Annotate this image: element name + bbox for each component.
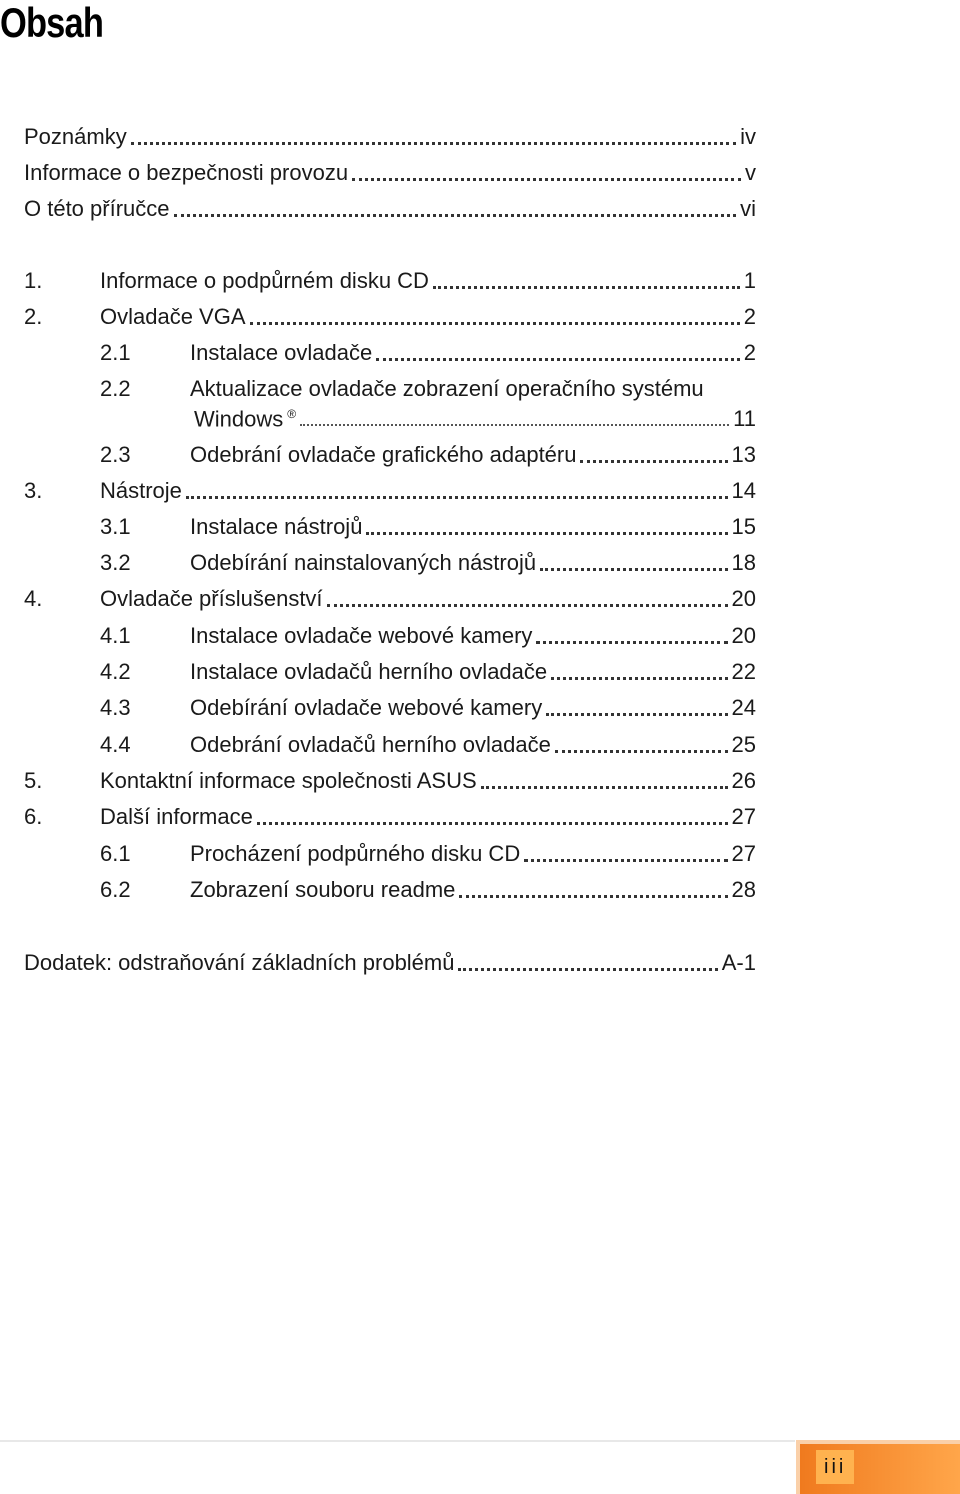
toc-entry-number: 2.: [24, 304, 43, 329]
toc-entry-page: v: [745, 160, 756, 185]
toc-entry-title: Instalace ovladače webové kamery: [190, 623, 533, 648]
toc-entry-5[interactable]: [24, 764, 756, 794]
toc-entry-title: Informace o bezpečnosti provozu: [24, 160, 349, 185]
toc-entry-page: vi: [740, 196, 756, 221]
toc-entry-title: Zobrazení souboru readme: [190, 877, 456, 902]
dot-leader: [327, 586, 728, 612]
dot-leader: [536, 623, 727, 649]
toc-entry-2-2-continued[interactable]: [24, 402, 756, 432]
toc-entry-4-4[interactable]: [24, 728, 756, 758]
toc-entry-number: 5.: [24, 768, 43, 793]
toc-entry-6-1[interactable]: [24, 837, 756, 867]
toc-entry-page: 15: [731, 514, 756, 539]
toc-entry-dodatek[interactable]: [24, 946, 756, 976]
page-number-tab: [796, 1440, 960, 1494]
toc-entry-title: Odebrání ovladače grafického adaptéru: [190, 442, 577, 467]
toc-entry-number: 6.: [24, 804, 43, 829]
dot-leader: [366, 514, 727, 540]
dot-leader: [250, 304, 740, 330]
toc-entry-page: iv: [740, 124, 756, 149]
registered-mark: ®: [287, 406, 297, 421]
dot-leader: [174, 196, 737, 222]
dot-leader: [433, 268, 740, 294]
toc-entry-title: Odebírání ovladače webové kamery: [190, 695, 543, 720]
toc-entry-2-3[interactable]: [24, 438, 756, 468]
toc-entry-title: Poznámky: [24, 124, 127, 149]
toc-entry-page: 24: [731, 695, 756, 720]
toc-entry-1[interactable]: [24, 264, 756, 294]
toc-entry-title: Instalace ovladače: [190, 340, 373, 365]
toc-entry-page: 18: [731, 550, 756, 575]
dot-leader: [131, 124, 736, 150]
toc-entry-page: 20: [731, 586, 756, 611]
toc-entry-title: Další informace: [100, 804, 253, 829]
toc-entry-4-3[interactable]: [24, 691, 756, 721]
toc-entry-number: 4.3: [100, 695, 131, 720]
toc-entry-page: 22: [731, 659, 756, 684]
toc-entry-title: Dodatek: odstraňování základních problémů: [24, 950, 455, 975]
toc-entry-title: Nástroje: [100, 478, 182, 503]
footer-rule: [0, 1440, 795, 1442]
dot-leader: [540, 550, 727, 576]
dot-leader: [458, 950, 717, 976]
toc-entry-number: 3.2: [100, 550, 131, 575]
toc-entry-page: 2: [743, 340, 756, 365]
toc-entry-2-2[interactable]: [24, 372, 756, 402]
toc-entry-title: Instalace nástrojů: [190, 514, 363, 539]
dot-leader: [481, 768, 728, 794]
dot-leader: [257, 804, 728, 830]
page-tab-shape: [796, 1440, 960, 1494]
dot-leader: [546, 695, 727, 721]
dot-leader: [524, 841, 727, 867]
toc-entry-number: 2.2: [100, 376, 131, 401]
toc-entry-title: Odebírání nainstalovaných nástrojů: [190, 550, 537, 575]
toc-entry-page: 14: [731, 478, 756, 503]
toc-entry-4-2[interactable]: [24, 655, 756, 685]
toc-entry-number: 2.3: [100, 442, 131, 467]
dot-leader: [551, 659, 727, 685]
toc-entry-informace-o-bezpecnosti[interactable]: [24, 156, 756, 186]
dot-leader: [186, 478, 728, 504]
toc-entry-title: Procházení podpůrného disku CD: [190, 841, 521, 866]
toc-entry-2-1[interactable]: [24, 336, 756, 366]
toc-entry-page: 27: [731, 804, 756, 829]
dot-leader: [376, 340, 740, 366]
toc-entry-number: 6.1: [100, 841, 131, 866]
dot-leader: [459, 877, 727, 903]
toc-entry-number: 6.2: [100, 877, 131, 902]
toc-entry-title: Informace o podpůrném disku CD: [100, 268, 429, 293]
toc-entry-title: Kontaktní informace společnosti ASUS: [100, 768, 477, 793]
toc-entry-3[interactable]: [24, 474, 756, 504]
toc-entry-page: A-1: [721, 950, 756, 975]
toc-entry-number: 3.1: [100, 514, 131, 539]
page-title: Obsah: [0, 0, 104, 46]
dot-leader: [580, 442, 727, 468]
toc-entry-6[interactable]: [24, 800, 756, 830]
toc-entry-page: 27: [731, 841, 756, 866]
toc-entry-number: 4.2: [100, 659, 131, 684]
toc-entry-title-text: Windows: [194, 406, 284, 431]
dot-leader: [352, 160, 741, 186]
toc-entry-page: 20: [731, 623, 756, 648]
toc-entry-number: 4.: [24, 586, 43, 611]
toc-entry-poznamky[interactable]: [24, 120, 756, 150]
toc-entry-o-teto-prirucce[interactable]: [24, 192, 756, 222]
toc-entry-title: Aktualizace ovladače zobrazení operačního systému: [190, 376, 704, 401]
toc-entry-title: Instalace ovladačů herního ovladače: [190, 659, 548, 684]
toc-entry-page: 26: [731, 768, 756, 793]
toc-entry-page: 28: [731, 877, 756, 902]
toc-entry-title: O této příručce: [24, 196, 170, 221]
toc-entry-number: 3.: [24, 478, 43, 503]
toc-entry-title: Ovladače příslušenství: [100, 586, 323, 611]
footer-page-number: iii: [824, 1456, 847, 1478]
toc-entry-page: 1: [743, 268, 756, 293]
toc-entry-4[interactable]: [24, 582, 756, 612]
toc-entry-title: [194, 401, 296, 432]
toc-entry-title: Odebrání ovladačů herního ovladače: [190, 732, 551, 757]
toc-entry-number: 4.4: [100, 732, 131, 757]
toc-entry-2[interactable]: [24, 300, 756, 330]
toc-entry-3-1[interactable]: [24, 510, 756, 540]
toc-entry-3-2[interactable]: [24, 546, 756, 576]
toc-entry-page: 11: [733, 406, 756, 431]
toc-entry-number: 4.1: [100, 623, 131, 648]
toc-entry-page: 2: [743, 304, 756, 329]
toc-entry-title: Ovladače VGA: [100, 304, 246, 329]
dot-leader: [555, 732, 728, 758]
toc-entry-6-2[interactable]: [24, 873, 756, 903]
toc-entry-page: 13: [731, 442, 756, 467]
toc-entry-page: 25: [731, 732, 756, 757]
toc-entry-number: 1.: [24, 268, 43, 293]
dot-leader: [300, 406, 729, 432]
toc-entry-number: 2.1: [100, 340, 131, 365]
toc-entry-4-1[interactable]: [24, 619, 756, 649]
